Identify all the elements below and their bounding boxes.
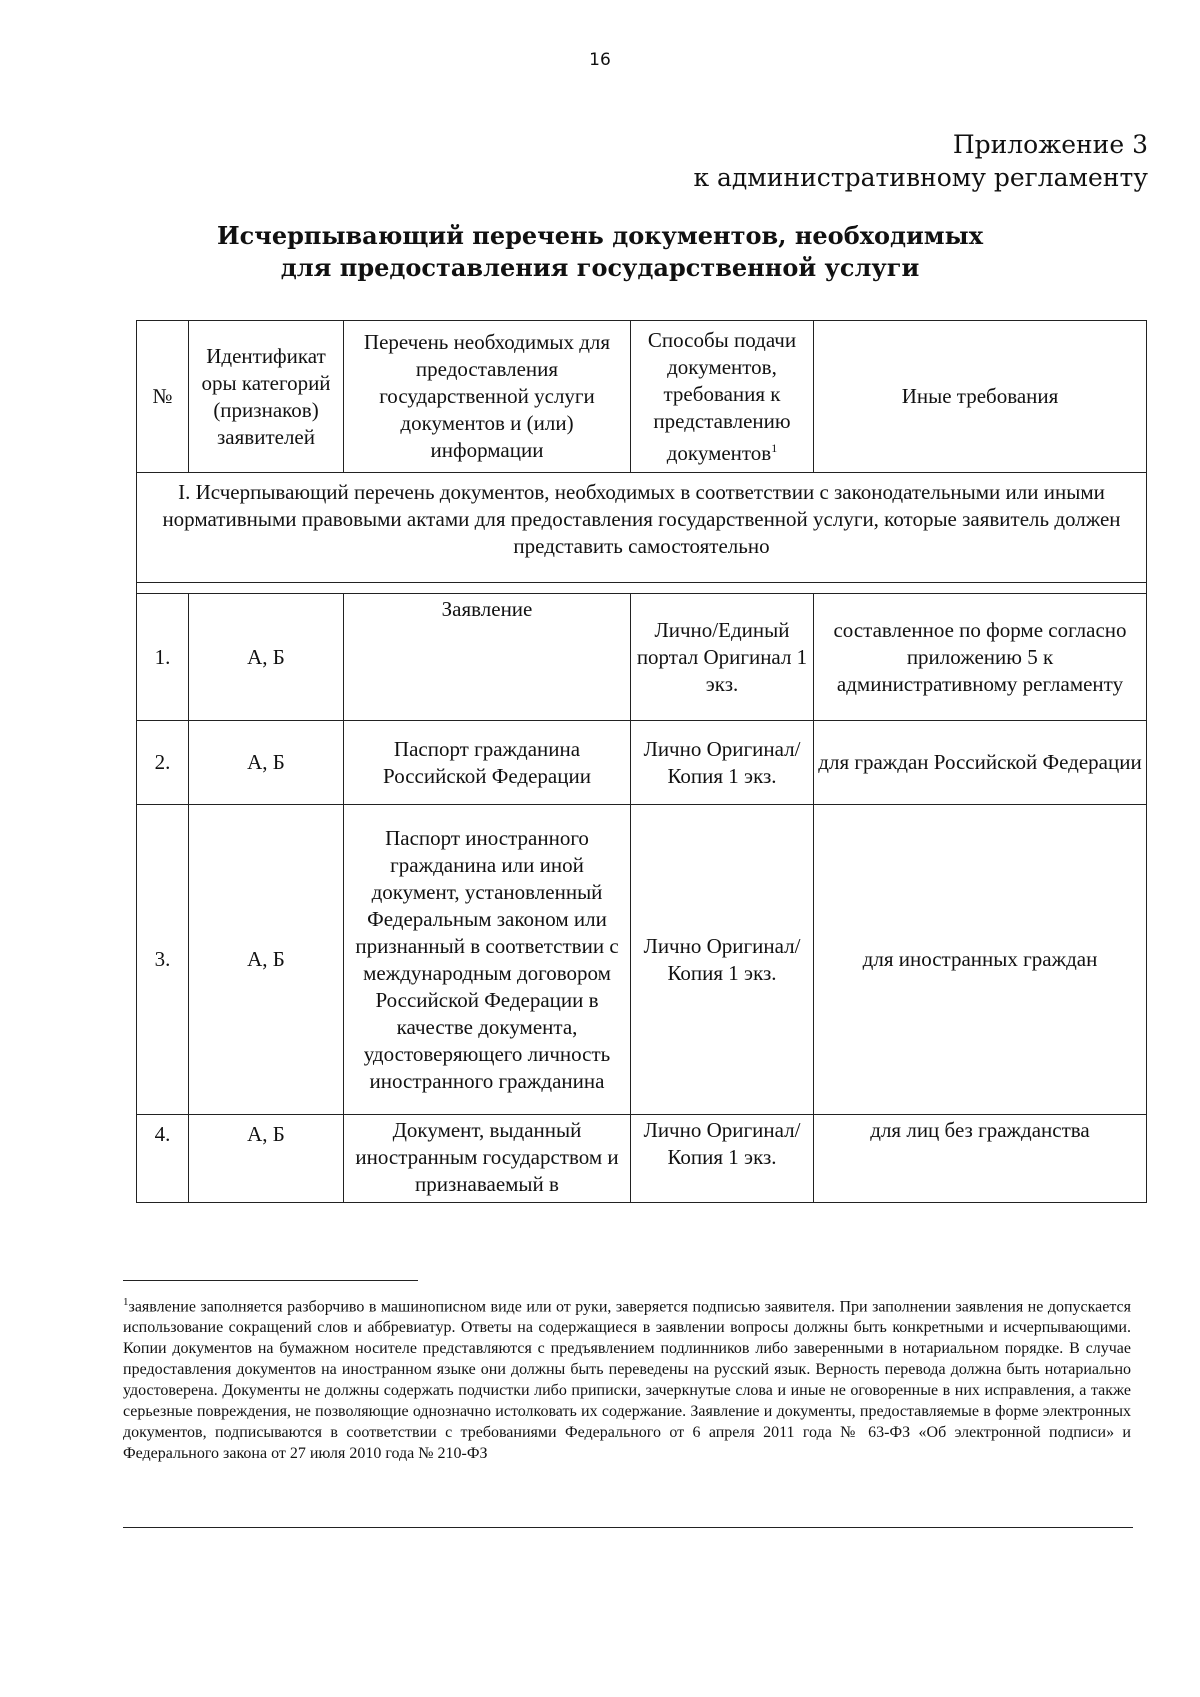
row-document: Паспорт гражданина Российской Федерации (344, 721, 631, 805)
title-line-1: Исчерпывающий перечень документов, необходимых (216, 221, 984, 250)
row-document: Документ, выданный иностранным государством и признаваемый в (344, 1115, 631, 1203)
row-method: Лично Оригинал/Копия 1 экз. (631, 805, 814, 1115)
section-1-title: I. Исчерпывающий перечень документов, необходимых в соответствии с законодательными или иными нормативными правовыми актами для предоставления государственной услуги, которые заявитель должен представить самостоятельно (137, 473, 1147, 583)
footnote-rule (123, 1280, 418, 1281)
row-num: 2. (137, 721, 189, 805)
row-num: 4. (137, 1115, 189, 1203)
header-identifiers: Идентификат оры категорий (признаков) заявителей (189, 321, 344, 473)
appendix-line-2: к административному регламенту (693, 163, 1148, 192)
row-other: для иностранных граждан (814, 805, 1147, 1115)
row-ids: А, Б (189, 721, 344, 805)
footnote-mark: 1 (123, 1296, 129, 1308)
row-ids: А, Б (189, 805, 344, 1115)
table-row (137, 594, 1147, 721)
row-ids: А, Б (189, 1115, 344, 1203)
row-other: для лиц без гражданства (814, 1115, 1147, 1203)
row-method: Лично Оригинал/Копия 1 экз. (631, 721, 814, 805)
row-other: составленное по форме согласно приложению 5 к административному регламенту (814, 594, 1147, 721)
title-line-2: для предоставления государственной услуги (280, 253, 920, 282)
page-number: 16 (589, 50, 611, 70)
row-document: Паспорт иностранного гражданина или иной документ, установленный Федеральным законом или признанный в соответствии с международным договором Российской Федерации в качестве документа, удостоверяющего личность иностранного гражданина (344, 805, 631, 1115)
row-method: Лично/Единый портал Оригинал 1 экз. (631, 594, 814, 721)
footnote (123, 1292, 1131, 1464)
header-other: Иные требования (814, 321, 1147, 473)
row-num: 3. (137, 805, 189, 1115)
header-methods-text: Способы подачи документов, требования к представлению документов (647, 327, 797, 465)
section-separator (137, 583, 1147, 594)
row-num: 1. (137, 594, 189, 721)
row-ids: А, Б (189, 594, 344, 721)
footnote-bottom-rule (123, 1527, 1133, 1528)
header-documents: Перечень необходимых для предоставления государственной услуги документов и (или) информации (344, 321, 631, 473)
row-other: для граждан Российской Федерации (814, 721, 1147, 805)
footnote-ref: 1 (771, 440, 778, 455)
table-row (137, 1115, 1147, 1203)
footnote-text: заявление заполняется разборчиво в машинописном виде или от руки, заверяется подписью заявителя. При заполнении заявления не допускается использование сокращений слов и аббревиатур. Ответы на содержащиеся в заявлении вопросы должны быть конкретными и исчерпывающими. Копии документов на бумажном носителе представляются с предъявлением подлинников либо заверенными в нотариальном порядке. В случае предоставления документов на иностранном языке они должны быть переведены на русский язык. Верность перевода должна быть нотариально удостоверена. Документы не должны содержать подчистки либо приписки, зачеркнутые слова и иные не оговоренные в них исправления, а также серьезные повреждения, не позволяющие однозначно истолковать их содержание. Заявление и документы, предоставляемые в форме электронных документов, подписываются в соответствии с требованиями Федерального от 6 апреля 2011 года № 63-ФЗ «Об электронной подписи» и Федерального закона от 27 июля 2010 года № 210-ФЗ (123, 1298, 1131, 1463)
appendix-line-1: Приложение 3 (952, 130, 1148, 159)
header-num: № (137, 321, 189, 473)
table-header-row (137, 321, 1147, 473)
document-title (0, 220, 1200, 284)
row-document: Заявление (344, 594, 631, 721)
row-method: Лично Оригинал/Копия 1 экз. (631, 1115, 814, 1203)
table-row (137, 721, 1147, 805)
table-row (137, 805, 1147, 1115)
appendix-heading (693, 128, 1148, 194)
documents-table (136, 320, 1147, 1203)
header-methods (631, 321, 814, 473)
section-row (137, 473, 1147, 583)
